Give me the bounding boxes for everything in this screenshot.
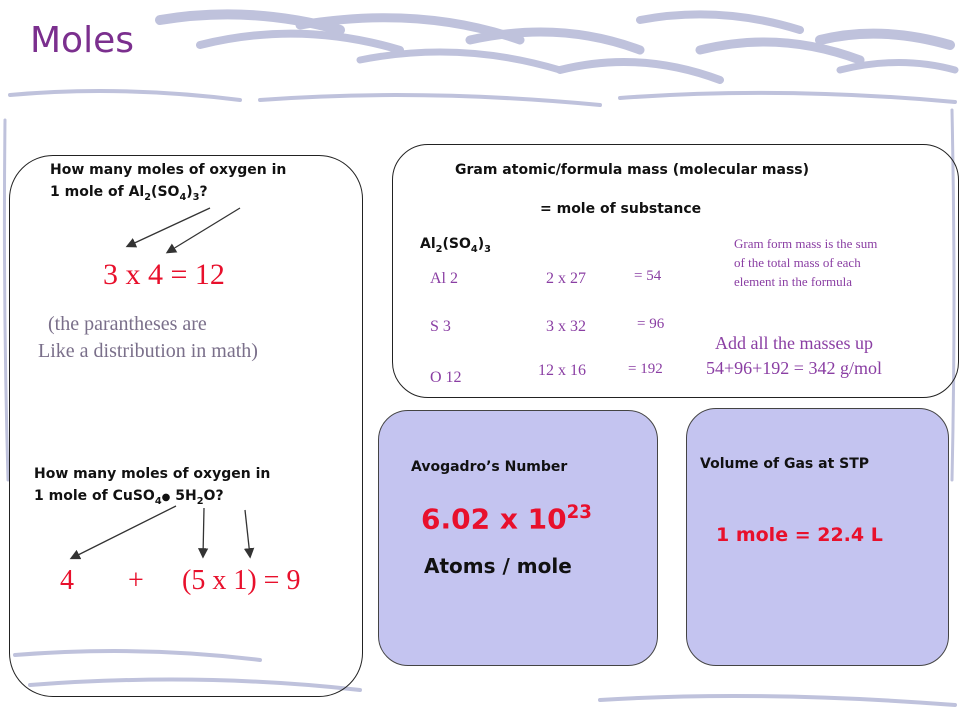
result-row-s: = 96 (637, 316, 665, 332)
equation-part-water: (5 x 1) = 9 (182, 565, 301, 596)
note-line-1: (the parantheses are (48, 313, 207, 335)
question-1-line-1: How many moles of oxygen in (50, 162, 287, 178)
avogadro-unit: Atoms / mole (424, 554, 572, 578)
equation-oxygen-al2so43: 3 x 4 = 12 (103, 258, 225, 291)
calc-row-al: 2 x 27 (546, 270, 586, 287)
equation-plus-sign: + (128, 565, 144, 596)
mass-heading: Gram atomic/formula mass (molecular mass) (455, 162, 810, 178)
avogadro-label: Avogadro’s Number (411, 459, 568, 475)
question-1-line-2: 1 mole of $Al_2(SO_4)_3$? (50, 184, 208, 203)
page-title: Moles (30, 20, 134, 61)
mass-definition: Gram form mass is the sum of the total mass of each element in the formula (734, 236, 878, 289)
mass-equals-line: = mole of substance (540, 201, 702, 217)
element-row-al: Al 2 (430, 270, 458, 287)
calc-row-o: 12 x 16 (538, 362, 586, 379)
volume-label: Volume of Gas at STP (700, 456, 870, 472)
equation-part-oxygen-cuso4: 4 (60, 565, 74, 596)
add-masses-line-1: Add all the masses up (715, 333, 873, 353)
note-line-2: Like a distribution in math) (38, 340, 258, 362)
calc-row-s: 3 x 32 (546, 318, 586, 335)
element-row-o: O 12 (430, 369, 462, 386)
add-masses-line-2: 54+96+192 = 342 g/mol (706, 358, 882, 378)
result-row-al: = 54 (634, 268, 662, 284)
mass-formula: $Al_2(SO_4)_3$ (420, 236, 491, 255)
avogadro-value: 6.02 x $10^{23}$ (421, 502, 592, 536)
volume-value: 1 mole = 22.4 L (716, 524, 883, 546)
question-2-line-2: 1 mole of CuSO$_4$● $5H_2O$? (34, 488, 224, 507)
question-2-line-1: How many moles of oxygen in (34, 466, 271, 482)
result-row-o: = 192 (628, 361, 663, 377)
element-row-s: S 3 (430, 318, 451, 335)
avogadro-panel (378, 410, 658, 666)
